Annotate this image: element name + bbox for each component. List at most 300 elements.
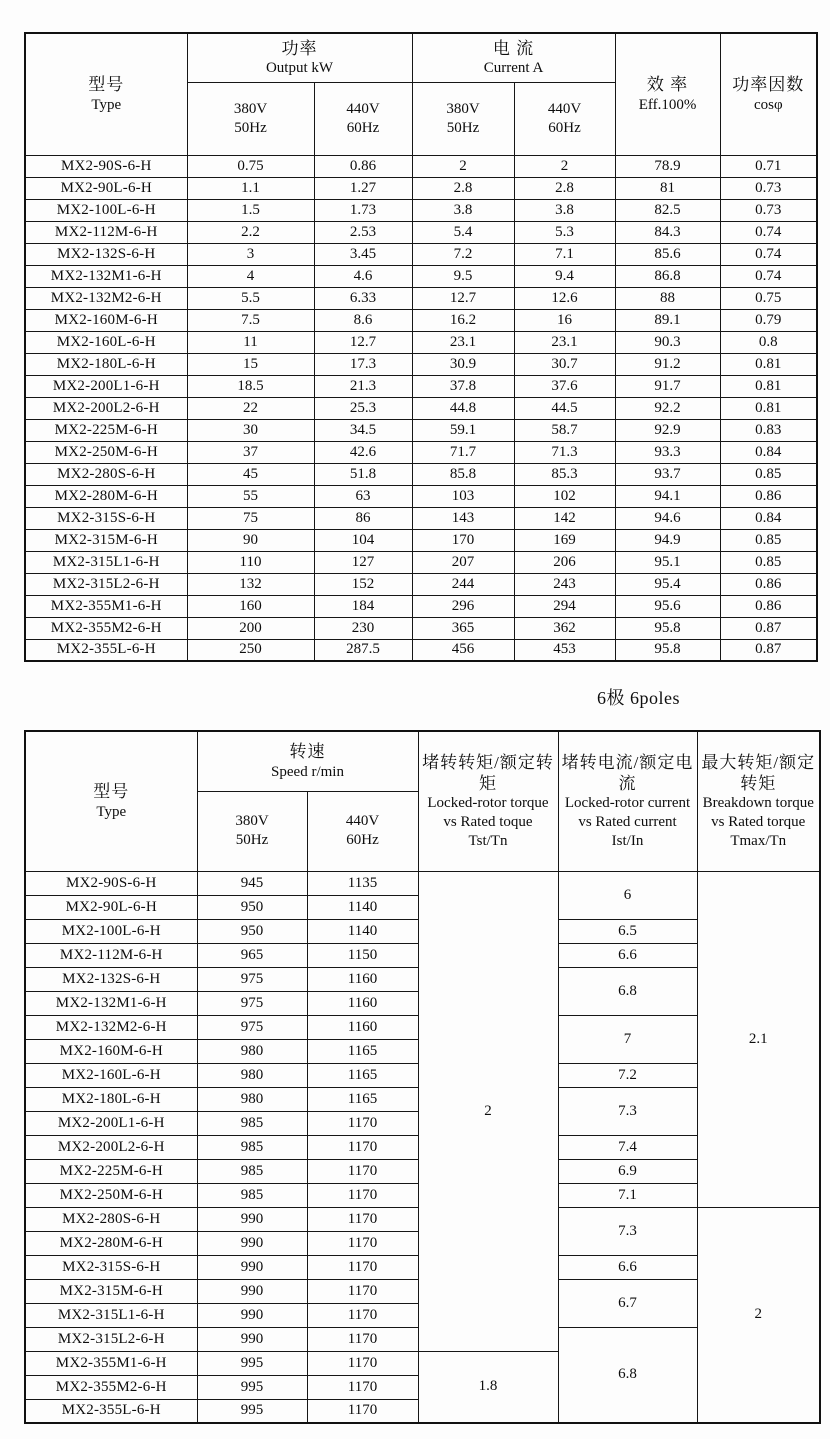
model-cell: MX2-250M-6-H bbox=[25, 441, 187, 463]
model-cell: MX2-355M2-6-H bbox=[25, 617, 187, 639]
value-cell: 1170 bbox=[307, 1327, 418, 1351]
model-cell: MX2-280S-6-H bbox=[25, 463, 187, 485]
value-cell: 51.8 bbox=[314, 463, 412, 485]
table-row bbox=[25, 353, 817, 375]
value-cell: 456 bbox=[412, 639, 514, 661]
value-cell: 1160 bbox=[307, 967, 418, 991]
model-cell: MX2-90S-6-H bbox=[25, 871, 197, 895]
value-cell: 0.8 bbox=[720, 331, 817, 353]
value-cell: 1170 bbox=[307, 1135, 418, 1159]
power-current-table bbox=[24, 32, 818, 662]
value-cell: 2.53 bbox=[314, 221, 412, 243]
merged-value-cell: 6.8 bbox=[558, 967, 697, 1015]
value-cell: 985 bbox=[197, 1159, 307, 1183]
value-cell: 244 bbox=[412, 573, 514, 595]
value-cell: 2.8 bbox=[412, 177, 514, 199]
value-cell: 143 bbox=[412, 507, 514, 529]
value-cell: 44.8 bbox=[412, 397, 514, 419]
value-cell: 16 bbox=[514, 309, 615, 331]
value-cell: 0.85 bbox=[720, 551, 817, 573]
table-row bbox=[25, 287, 817, 309]
value-cell: 94.9 bbox=[615, 529, 720, 551]
header-speed-380v: 380V 50Hz bbox=[197, 791, 307, 871]
value-cell: 1.5 bbox=[187, 199, 314, 221]
value-cell: 7.5 bbox=[187, 309, 314, 331]
model-cell: MX2-280M-6-H bbox=[25, 1231, 197, 1255]
header-locked-rotor-current bbox=[558, 731, 697, 871]
value-cell: 995 bbox=[197, 1399, 307, 1423]
value-cell: 0.73 bbox=[720, 199, 817, 221]
header-type bbox=[25, 33, 187, 155]
header-bdt-en: Breakdown torque vs Rated torque bbox=[702, 795, 814, 830]
merged-value-cell: 7.2 bbox=[558, 1063, 697, 1087]
value-cell: 1170 bbox=[307, 1303, 418, 1327]
table2-body bbox=[25, 871, 820, 1423]
header-speed bbox=[197, 731, 418, 791]
model-cell: MX2-225M-6-H bbox=[25, 419, 187, 441]
value-cell: 287.5 bbox=[314, 639, 412, 661]
model-cell: MX2-160L-6-H bbox=[25, 1063, 197, 1087]
value-cell: 12.6 bbox=[514, 287, 615, 309]
model-cell: MX2-132M1-6-H bbox=[25, 265, 187, 287]
table-row bbox=[25, 199, 817, 221]
value-cell: 985 bbox=[197, 1183, 307, 1207]
value-cell: 94.6 bbox=[615, 507, 720, 529]
table-row bbox=[25, 639, 817, 661]
header-efficiency-zh: 效 率 bbox=[646, 75, 689, 95]
value-cell: 85.3 bbox=[514, 463, 615, 485]
header-lrt-symbol: Tst/Tn bbox=[468, 832, 508, 849]
value-cell: 365 bbox=[412, 617, 514, 639]
value-cell: 169 bbox=[514, 529, 615, 551]
value-cell: 1170 bbox=[307, 1183, 418, 1207]
merged-value-cell: 2 bbox=[418, 871, 558, 1351]
model-cell: MX2-315S-6-H bbox=[25, 1255, 197, 1279]
value-cell: 90 bbox=[187, 529, 314, 551]
value-cell: 995 bbox=[197, 1351, 307, 1375]
value-cell: 95.8 bbox=[615, 617, 720, 639]
table-row bbox=[25, 419, 817, 441]
header-output-zh: 功率 bbox=[281, 38, 318, 58]
value-cell: 1160 bbox=[307, 1015, 418, 1039]
header-locked-rotor-torque bbox=[418, 731, 558, 871]
value-cell: 15 bbox=[187, 353, 314, 375]
model-cell: MX2-132M2-6-H bbox=[25, 1015, 197, 1039]
value-cell: 85.6 bbox=[615, 243, 720, 265]
value-cell: 93.7 bbox=[615, 463, 720, 485]
value-cell: 22 bbox=[187, 397, 314, 419]
value-cell: 1170 bbox=[307, 1255, 418, 1279]
value-cell: 30.7 bbox=[514, 353, 615, 375]
value-cell: 0.74 bbox=[720, 221, 817, 243]
power-current-table-header bbox=[25, 33, 817, 155]
model-cell: MX2-355M1-6-H bbox=[25, 595, 187, 617]
table-row bbox=[25, 441, 817, 463]
value-cell: 82.5 bbox=[615, 199, 720, 221]
model-cell: MX2-200L1-6-H bbox=[25, 375, 187, 397]
value-cell: 0.86 bbox=[720, 573, 817, 595]
table-row bbox=[25, 529, 817, 551]
value-cell: 453 bbox=[514, 639, 615, 661]
value-cell: 44.5 bbox=[514, 397, 615, 419]
merged-value-cell: 6.6 bbox=[558, 1255, 697, 1279]
table-row bbox=[25, 331, 817, 353]
value-cell: 110 bbox=[187, 551, 314, 573]
value-cell: 58.7 bbox=[514, 419, 615, 441]
value-cell: 95.6 bbox=[615, 595, 720, 617]
value-cell: 63 bbox=[314, 485, 412, 507]
value-cell: 170 bbox=[412, 529, 514, 551]
model-cell: MX2-315S-6-H bbox=[25, 507, 187, 529]
merged-value-cell: 6.5 bbox=[558, 919, 697, 943]
model-cell: MX2-355L-6-H bbox=[25, 1399, 197, 1423]
value-cell: 2 bbox=[514, 155, 615, 177]
table-row bbox=[25, 221, 817, 243]
model-cell: MX2-315M-6-H bbox=[25, 529, 187, 551]
value-cell: 78.9 bbox=[615, 155, 720, 177]
value-cell: 30 bbox=[187, 419, 314, 441]
value-cell: 2 bbox=[412, 155, 514, 177]
value-cell: 1170 bbox=[307, 1207, 418, 1231]
model-cell: MX2-280M-6-H bbox=[25, 485, 187, 507]
model-cell: MX2-200L2-6-H bbox=[25, 1135, 197, 1159]
value-cell: 1170 bbox=[307, 1111, 418, 1135]
value-cell: 5.3 bbox=[514, 221, 615, 243]
header-lrt-zh: 堵转转矩/额定转矩 bbox=[422, 752, 554, 793]
header-efficiency bbox=[615, 33, 720, 155]
value-cell: 945 bbox=[197, 871, 307, 895]
value-cell: 1160 bbox=[307, 991, 418, 1015]
value-cell: 3.8 bbox=[514, 199, 615, 221]
value-cell: 985 bbox=[197, 1111, 307, 1135]
table-row bbox=[25, 155, 817, 177]
value-cell: 86 bbox=[314, 507, 412, 529]
model-cell: MX2-225M-6-H bbox=[25, 1159, 197, 1183]
model-cell: MX2-160L-6-H bbox=[25, 331, 187, 353]
header-type bbox=[25, 731, 197, 871]
header-lrc-symbol: Ist/In bbox=[611, 832, 644, 849]
value-cell: 94.1 bbox=[615, 485, 720, 507]
value-cell: 9.4 bbox=[514, 265, 615, 287]
merged-value-cell: 6.8 bbox=[558, 1327, 697, 1423]
value-cell: 1165 bbox=[307, 1087, 418, 1111]
model-cell: MX2-90L-6-H bbox=[25, 895, 197, 919]
value-cell: 0.73 bbox=[720, 177, 817, 199]
value-cell: 2.8 bbox=[514, 177, 615, 199]
model-cell: MX2-112M-6-H bbox=[25, 943, 197, 967]
header-type-en: Type bbox=[91, 96, 122, 113]
header-efficiency-en: Eff.100% bbox=[638, 96, 697, 113]
value-cell: 0.87 bbox=[720, 617, 817, 639]
value-cell: 3.45 bbox=[314, 243, 412, 265]
header-lrt-en: Locked-rotor torque vs Rated toque bbox=[427, 795, 549, 830]
value-cell: 12.7 bbox=[314, 331, 412, 353]
value-cell: 1170 bbox=[307, 1159, 418, 1183]
value-cell: 89.1 bbox=[615, 309, 720, 331]
value-cell: 1135 bbox=[307, 871, 418, 895]
value-cell: 103 bbox=[412, 485, 514, 507]
value-cell: 45 bbox=[187, 463, 314, 485]
value-cell: 0.84 bbox=[720, 507, 817, 529]
model-cell: MX2-160M-6-H bbox=[25, 1039, 197, 1063]
value-cell: 4 bbox=[187, 265, 314, 287]
value-cell: 0.74 bbox=[720, 243, 817, 265]
value-cell: 0.75 bbox=[187, 155, 314, 177]
value-cell: 0.71 bbox=[720, 155, 817, 177]
table-row bbox=[25, 265, 817, 287]
value-cell: 71.7 bbox=[412, 441, 514, 463]
model-cell: MX2-315L2-6-H bbox=[25, 573, 187, 595]
table-row bbox=[25, 485, 817, 507]
value-cell: 980 bbox=[197, 1063, 307, 1087]
table-row bbox=[25, 871, 820, 895]
value-cell: 3.8 bbox=[412, 199, 514, 221]
value-cell: 95.4 bbox=[615, 573, 720, 595]
value-cell: 6.33 bbox=[314, 287, 412, 309]
model-cell: MX2-100L-6-H bbox=[25, 919, 197, 943]
value-cell: 23.1 bbox=[514, 331, 615, 353]
value-cell: 2.2 bbox=[187, 221, 314, 243]
table-row bbox=[25, 573, 817, 595]
value-cell: 1170 bbox=[307, 1375, 418, 1399]
value-cell: 294 bbox=[514, 595, 615, 617]
pole-count-label: 6极 6poles bbox=[597, 688, 680, 708]
value-cell: 90.3 bbox=[615, 331, 720, 353]
value-cell: 243 bbox=[514, 573, 615, 595]
value-cell: 95.8 bbox=[615, 639, 720, 661]
model-cell: MX2-100L-6-H bbox=[25, 199, 187, 221]
value-cell: 1170 bbox=[307, 1351, 418, 1375]
table-row bbox=[25, 309, 817, 331]
value-cell: 7.1 bbox=[514, 243, 615, 265]
value-cell: 160 bbox=[187, 595, 314, 617]
header-type-zh: 型号 bbox=[88, 75, 125, 95]
table1-body bbox=[25, 155, 817, 661]
table-row bbox=[25, 617, 817, 639]
merged-value-cell: 2 bbox=[697, 1207, 820, 1423]
value-cell: 18.5 bbox=[187, 375, 314, 397]
header-current-440v: 440V 60Hz bbox=[514, 82, 615, 155]
header-breakdown-torque bbox=[697, 731, 820, 871]
value-cell: 152 bbox=[314, 573, 412, 595]
header-bdt-symbol: Tmax/Tn bbox=[730, 832, 787, 849]
header-output-en: Output kW bbox=[265, 60, 334, 76]
value-cell: 1.73 bbox=[314, 199, 412, 221]
model-cell: MX2-280S-6-H bbox=[25, 1207, 197, 1231]
table-row bbox=[25, 551, 817, 573]
speed-torque-table-header bbox=[25, 731, 820, 871]
value-cell: 0.85 bbox=[720, 463, 817, 485]
merged-value-cell: 2.1 bbox=[697, 871, 820, 1207]
header-speed-en: Speed r/min bbox=[271, 763, 344, 780]
header-power-factor-zh: 功率因数 bbox=[732, 75, 805, 95]
value-cell: 127 bbox=[314, 551, 412, 573]
value-cell: 1140 bbox=[307, 919, 418, 943]
table-row bbox=[25, 177, 817, 199]
value-cell: 71.3 bbox=[514, 441, 615, 463]
header-current-en: Current A bbox=[483, 60, 544, 76]
value-cell: 132 bbox=[187, 573, 314, 595]
value-cell: 88 bbox=[615, 287, 720, 309]
table-row bbox=[25, 397, 817, 419]
value-cell: 1165 bbox=[307, 1039, 418, 1063]
model-cell: MX2-200L1-6-H bbox=[25, 1111, 197, 1135]
model-cell: MX2-132S-6-H bbox=[25, 967, 197, 991]
header-type-zh: 型号 bbox=[93, 782, 130, 802]
value-cell: 21.3 bbox=[314, 375, 412, 397]
header-current bbox=[412, 33, 615, 82]
value-cell: 985 bbox=[197, 1135, 307, 1159]
merged-value-cell: 6.7 bbox=[558, 1279, 697, 1327]
value-cell: 0.81 bbox=[720, 375, 817, 397]
value-cell: 7.2 bbox=[412, 243, 514, 265]
value-cell: 12.7 bbox=[412, 287, 514, 309]
merged-value-cell: 6.9 bbox=[558, 1159, 697, 1183]
value-cell: 1150 bbox=[307, 943, 418, 967]
value-cell: 86.8 bbox=[615, 265, 720, 287]
header-power-factor-en: cosφ bbox=[753, 96, 783, 113]
header-output-380v: 380V 50Hz bbox=[187, 82, 314, 155]
value-cell: 0.81 bbox=[720, 353, 817, 375]
value-cell: 34.5 bbox=[314, 419, 412, 441]
merged-value-cell: 7.3 bbox=[558, 1207, 697, 1255]
value-cell: 37.8 bbox=[412, 375, 514, 397]
model-cell: MX2-315L2-6-H bbox=[25, 1327, 197, 1351]
model-cell: MX2-90S-6-H bbox=[25, 155, 187, 177]
value-cell: 0.86 bbox=[314, 155, 412, 177]
table-row bbox=[25, 507, 817, 529]
value-cell: 1.27 bbox=[314, 177, 412, 199]
value-cell: 1170 bbox=[307, 1231, 418, 1255]
value-cell: 37.6 bbox=[514, 375, 615, 397]
value-cell: 0.75 bbox=[720, 287, 817, 309]
model-cell: MX2-90L-6-H bbox=[25, 177, 187, 199]
value-cell: 1170 bbox=[307, 1279, 418, 1303]
value-cell: 975 bbox=[197, 967, 307, 991]
value-cell: 990 bbox=[197, 1207, 307, 1231]
value-cell: 950 bbox=[197, 895, 307, 919]
header-power-factor bbox=[720, 33, 817, 155]
value-cell: 91.7 bbox=[615, 375, 720, 397]
value-cell: 142 bbox=[514, 507, 615, 529]
value-cell: 1140 bbox=[307, 895, 418, 919]
value-cell: 296 bbox=[412, 595, 514, 617]
model-cell: MX2-355L-6-H bbox=[25, 639, 187, 661]
merged-value-cell: 7.3 bbox=[558, 1087, 697, 1135]
value-cell: 11 bbox=[187, 331, 314, 353]
value-cell: 980 bbox=[197, 1087, 307, 1111]
table-row bbox=[25, 463, 817, 485]
value-cell: 92.9 bbox=[615, 419, 720, 441]
header-current-380v: 380V 50Hz bbox=[412, 82, 514, 155]
merged-value-cell: 7.1 bbox=[558, 1183, 697, 1207]
value-cell: 207 bbox=[412, 551, 514, 573]
header-speed-440v: 440V 60Hz bbox=[307, 791, 418, 871]
value-cell: 4.6 bbox=[314, 265, 412, 287]
model-cell: MX2-315M-6-H bbox=[25, 1279, 197, 1303]
model-cell: MX2-200L2-6-H bbox=[25, 397, 187, 419]
value-cell: 95.1 bbox=[615, 551, 720, 573]
value-cell: 5.4 bbox=[412, 221, 514, 243]
model-cell: MX2-355M2-6-H bbox=[25, 1375, 197, 1399]
value-cell: 0.81 bbox=[720, 397, 817, 419]
value-cell: 950 bbox=[197, 919, 307, 943]
value-cell: 59.1 bbox=[412, 419, 514, 441]
value-cell: 990 bbox=[197, 1327, 307, 1351]
model-cell: MX2-250M-6-H bbox=[25, 1183, 197, 1207]
table-row bbox=[25, 595, 817, 617]
value-cell: 0.85 bbox=[720, 529, 817, 551]
merged-value-cell: 7 bbox=[558, 1015, 697, 1063]
value-cell: 200 bbox=[187, 617, 314, 639]
value-cell: 5.5 bbox=[187, 287, 314, 309]
value-cell: 55 bbox=[187, 485, 314, 507]
model-cell: MX2-132M1-6-H bbox=[25, 991, 197, 1015]
value-cell: 9.5 bbox=[412, 265, 514, 287]
model-cell: MX2-112M-6-H bbox=[25, 221, 187, 243]
value-cell: 362 bbox=[514, 617, 615, 639]
value-cell: 17.3 bbox=[314, 353, 412, 375]
value-cell: 104 bbox=[314, 529, 412, 551]
model-cell: MX2-132S-6-H bbox=[25, 243, 187, 265]
value-cell: 92.2 bbox=[615, 397, 720, 419]
value-cell: 0.74 bbox=[720, 265, 817, 287]
value-cell: 250 bbox=[187, 639, 314, 661]
value-cell: 990 bbox=[197, 1231, 307, 1255]
table-row bbox=[25, 243, 817, 265]
model-cell: MX2-160M-6-H bbox=[25, 309, 187, 331]
value-cell: 184 bbox=[314, 595, 412, 617]
merged-value-cell: 1.8 bbox=[418, 1351, 558, 1423]
header-bdt-zh: 最大转矩/额定转矩 bbox=[701, 752, 816, 793]
value-cell: 1165 bbox=[307, 1063, 418, 1087]
value-cell: 85.8 bbox=[412, 463, 514, 485]
value-cell: 16.2 bbox=[412, 309, 514, 331]
value-cell: 84.3 bbox=[615, 221, 720, 243]
value-cell: 42.6 bbox=[314, 441, 412, 463]
value-cell: 0.87 bbox=[720, 639, 817, 661]
value-cell: 25.3 bbox=[314, 397, 412, 419]
merged-value-cell: 6 bbox=[558, 871, 697, 919]
value-cell: 8.6 bbox=[314, 309, 412, 331]
model-cell: MX2-355M1-6-H bbox=[25, 1351, 197, 1375]
value-cell: 30.9 bbox=[412, 353, 514, 375]
header-lrc-en: Locked-rotor current vs Rated current bbox=[564, 795, 691, 830]
header-output-440v: 440V 60Hz bbox=[314, 82, 412, 155]
value-cell: 37 bbox=[187, 441, 314, 463]
value-cell: 81 bbox=[615, 177, 720, 199]
value-cell: 990 bbox=[197, 1279, 307, 1303]
value-cell: 206 bbox=[514, 551, 615, 573]
value-cell: 0.79 bbox=[720, 309, 817, 331]
value-cell: 965 bbox=[197, 943, 307, 967]
header-output bbox=[187, 33, 412, 82]
table-row bbox=[25, 375, 817, 397]
value-cell: 93.3 bbox=[615, 441, 720, 463]
value-cell: 990 bbox=[197, 1303, 307, 1327]
value-cell: 102 bbox=[514, 485, 615, 507]
model-cell: MX2-180L-6-H bbox=[25, 1087, 197, 1111]
value-cell: 0.83 bbox=[720, 419, 817, 441]
value-cell: 0.86 bbox=[720, 485, 817, 507]
value-cell: 990 bbox=[197, 1255, 307, 1279]
speed-torque-table bbox=[24, 730, 821, 1424]
value-cell: 995 bbox=[197, 1375, 307, 1399]
merged-value-cell: 6.6 bbox=[558, 943, 697, 967]
value-cell: 1170 bbox=[307, 1399, 418, 1423]
value-cell: 0.84 bbox=[720, 441, 817, 463]
value-cell: 0.86 bbox=[720, 595, 817, 617]
